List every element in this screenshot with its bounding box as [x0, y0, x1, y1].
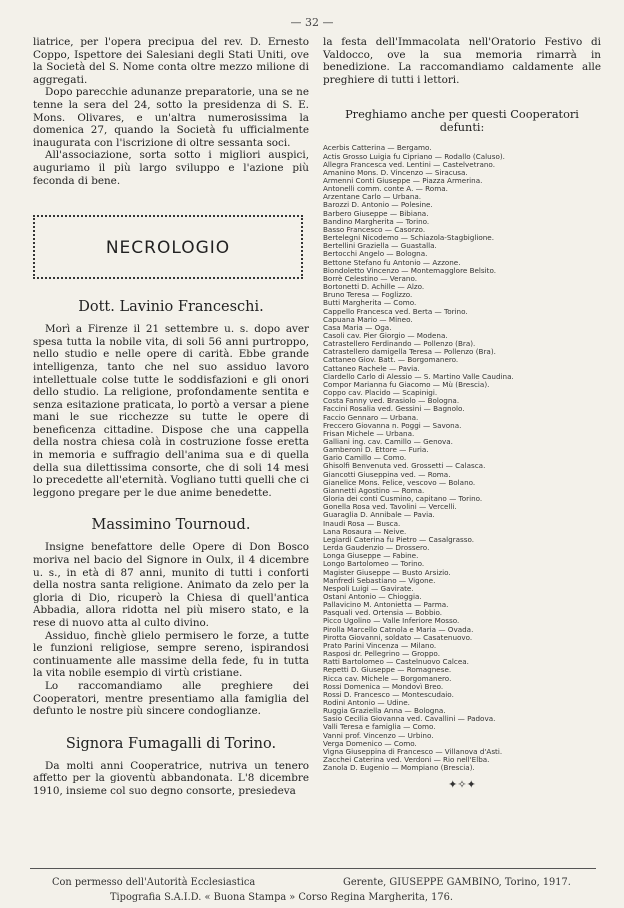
necrologio-box: [33, 215, 303, 279]
list-item: Compor Marianna fu Giacomo — Mù (Brescia).: [323, 380, 490, 389]
list-item: Borrè Celestino — Verano.: [323, 274, 418, 283]
list-item: Biondoletto Vincenzo — Montemagglore Belsito.: [323, 266, 497, 275]
list-item: Legiardi Caterina fu Pietro — Casalgrasso.: [323, 535, 475, 544]
intro-paragraph: liatrice, per l'opera precipua del rev. D. Ernesto Coppo, Ispettore dei Salesiani degli Stati Uniti, ove la Società del S. Nome conta oltre mezzo milione di aggregati.: [33, 36, 309, 86]
list-item: Gloria dei conti Cusmino, capitano — Torino.: [323, 495, 483, 504]
list-item: Guaraglia D. Annibale — Pavia.: [323, 511, 435, 520]
left-column: [33, 36, 309, 798]
list-item: Freccero Giovanna n. Poggi — Savona.: [323, 421, 462, 430]
list-item: Bortonetti D. Achille — Alzo.: [323, 283, 425, 292]
list-item: Basso Francesco — Casorzo.: [323, 225, 426, 234]
list-item: Zacchei Caterina ved. Verdoni — Rio nell'Elba.: [323, 756, 490, 765]
list-item: Inaudi Rosa — Busca.: [323, 519, 401, 528]
cooperators-list: [323, 144, 601, 772]
list-item: Lerda Gaudenzio — Drossero.: [323, 544, 430, 553]
list-item: Ricca cav. Michele — Borgomanero.: [323, 674, 452, 683]
right-column: [323, 36, 601, 791]
footer-permission: Con permesso dell'Autorità Ecclesiastica: [52, 877, 256, 888]
list-item: Vigna Giuseppina di Francesco — Villanova d'Asti.: [323, 747, 503, 756]
list-item: Ghisolfi Benvenuta ved. Grossetti — Calasca.: [323, 462, 486, 471]
list-item: Longo Bartolomeo — Torino.: [323, 560, 425, 569]
list-item: Bettone Stefano fu Antonio — Azzone.: [323, 258, 461, 267]
list-item: Butti Margherita — Como.: [323, 299, 417, 308]
list-item: Frisan Michele — Urbana.: [323, 429, 415, 438]
obituary-paragraph: Lo raccomandiamo alle preghiere dei Cooperatori, mentre presentiamo alla famiglia del defunto le nostre più sincere condoglianze.: [33, 679, 309, 718]
list-item: Ciardello Carlo di Alessio — S. Martino Valle Caudina.: [323, 372, 514, 381]
list-item: Bertocchi Angelo — Bologna.: [323, 250, 428, 259]
list-item: Repetti D. Giuseppe — Romagnese.: [323, 666, 452, 675]
page-number: — 32 —: [290, 16, 334, 29]
list-item: Rossi D. Francesco — Montescudaio.: [323, 690, 454, 699]
list-item: Gianelice Mons. Felice, vescovo — Bolano.: [323, 478, 476, 487]
list-item: Casa Maria — Oga.: [323, 323, 392, 332]
list-item: Ruggia Graziella Anna — Bologna.: [323, 707, 446, 716]
list-item: Pasquali ved. Ortensia — Bobbio.: [323, 609, 443, 618]
ornament-icon: ✦✧✦: [448, 778, 476, 792]
list-item: Faccio Gennaro — Urbana.: [323, 413, 419, 422]
list-item: Manfredi Sebastiano — Vigone.: [323, 576, 436, 585]
list-item: Ratti Bartolomeo — Castelnuovo Calcea.: [323, 658, 469, 667]
list-item: Vanni prof. Vincenzo — Urbino.: [323, 731, 434, 740]
footer-manager: Gerente, GIUSEPPE GAMBINO, Torino, 1917.: [343, 877, 571, 888]
list-item: Armenni Conti Giuseppe — Piazza Armerina.: [323, 177, 483, 185]
list-item: Pallavicino M. Antonietta — Parma.: [323, 601, 449, 610]
list-item: Cappello Francesca ved. Berta — Torino.: [323, 307, 468, 316]
list-item: Faccini Rosalia ved. Gessini — Bagnolo.: [323, 405, 465, 414]
list-item: Cattaneo Giov. Batt. — Borgomanero.: [323, 356, 459, 365]
footer-printer: Tipografia S.A.I.D. « Buona Stampa » Corso Regina Margherita, 176.: [110, 892, 453, 903]
list-item: Costa Fanny ved. Brasiolo — Bologna.: [323, 397, 460, 406]
list-item: Verga Domenico — Como.: [323, 739, 417, 748]
obituary-title: Massimino Tournoud.: [91, 517, 251, 534]
list-item: Magister Giuseppe — Busto Arsizio.: [323, 568, 451, 577]
list-item: Casoli cav. Pier Giorgio — Modena.: [323, 331, 448, 340]
obituary-title: Signora Fumagalli di Torino.: [65, 735, 277, 752]
list-item: Giannetti Agostino — Roma.: [323, 486, 425, 495]
intro-paragraph: All'associazione, sorta sotto i migliori auspici, auguriamo il più largo sviluppo e l'azione più feconda di bene.: [33, 149, 309, 187]
list-item: Allegra Francesca ved. Lentini — Castelvetrano.: [323, 160, 495, 169]
list-item: Cattaneo Rachele — Pavia.: [323, 364, 420, 373]
obituary-paragraph: Insigne benefattore delle Opere di Don Bosco moriva nel bacio del Signore in Oulx, il 4 dicembre u. s., in età di 87 anni, munito di tutti i conforti della nostra santa religione. Animato da zelo per la gloria di Dio, ricuperò la Chiesa di quell'antica Abbadia, allora ridotta nel più misero stato, e la rese di nuovo atta al culto divino.: [33, 541, 309, 629]
list-item: Ostani Antonio — Chioggia.: [323, 592, 422, 601]
list-item: Longa Giuseppe — Fabine.: [323, 552, 419, 561]
list-item: Prato Parini Vincenza — Milano.: [323, 641, 437, 650]
list-item: Nespoli Luigi — Gavirate.: [323, 584, 414, 593]
list-item: Gamberoni D. Ettore — Furia.: [323, 446, 429, 455]
list-item: Coppo cav. Placido — Scapinigi.: [323, 389, 438, 398]
list-item: Valli Teresa e famiglia — Como.: [323, 723, 436, 732]
list-item: Bandino Margherita — Torino.: [323, 217, 430, 226]
list-item: Rasposi dr. Pellegrino — Groppo.: [323, 650, 440, 659]
list-item: Pirotta Giovanni, soldato — Casatenuovo.: [323, 633, 473, 642]
list-item: Giancotti Giuseppina ved. — Roma.: [323, 470, 451, 479]
list-item: Capuana Mario — Mineo.: [323, 315, 413, 324]
list-item: Bertellini Graziella — Guastalla.: [323, 242, 437, 251]
obituary-paragraph: Da molti anni Cooperatrice, nutriva un tenero affetto per la gioventù abbandonata. L'8 dicembre 1910, insieme col suo degno consorte, presiedeva: [33, 759, 309, 797]
necrologio-heading: NECROLOGIO: [105, 238, 231, 259]
list-item: Lana Rosaura — Neive.: [323, 527, 407, 536]
list-item: Catrastellero Ferdinando — Pollenzo (Bra).: [323, 340, 476, 349]
list-item: Gonella Rosa ved. Tavolini — Vercelli.: [323, 503, 457, 512]
list-item: Antonelli comm. conte A. — Roma.: [323, 185, 448, 194]
list-item: Galliani ing. cav. Camillo — Genova.: [323, 438, 453, 446]
intro-paragraph: Dopo parecchie adunanze preparatorie, una se ne tenne la sera del 24, sotto la presidenza di S. E. Mons. Olivares, e un'altra numerosissima la domenica 27, quando la Società fu ufficialmente inaugurata con l'iscrizione di oltre sessanta soci.: [33, 86, 309, 149]
list-item: Barbero Giuseppe — Bibiana.: [323, 209, 429, 218]
list-item: Amanino Mons. D. Vincenzo — Siracusa.: [323, 168, 468, 177]
list-item: Actis Grosso Luigia fu Cipriano — Rodallo (Caluso).: [323, 152, 505, 161]
list-item: Gario Camillo — Como.: [323, 454, 407, 463]
obituary-paragraph: Morì a Firenze il 21 settembre u. s. dopo aver spesa tutta la nobile vita, di soli 56 anni purtroppo, nello studio e nelle opere di carità. Ebbe grande intelligenza, tanto che nel suo assiduo lavoro intellettuale colse tutte le soddisfazioni e gli onori dello studio. La religione, profondamente sentita e senza esitazione praticata, lo portò a versar a piene mani le sue ricchezze su tutte le opere di beneficenza cittadine. Dispose che una cappella della nostra chiesa colà in costruzione fosse eretta in memoria e suffragio dell'anima sua e di quella della sua dilettissima consorte, che di soli 14 mesi lo precedette all'eternità. Vogliano tutti quelli che ci leggono pregare per le due anime benedette.: [33, 323, 309, 499]
list-item: Arzentane Carlo — Urbana.: [323, 193, 422, 202]
list-item: Pirolla Marcello Catnola e Maria — Ovada.: [323, 625, 474, 634]
list-item: Rossi Domenica — Mondovì Breo.: [323, 682, 444, 691]
footer-divider: [30, 868, 596, 869]
list-item: Rodini Antonio — Udine.: [323, 699, 410, 707]
list-item: Acerbis Catterina — Bergamo.: [323, 144, 432, 153]
list-item: Sasio Cecilia Giovanna ved. Cavallini — Padova.: [323, 715, 496, 724]
cooperators-heading: Preghiamo anche per questi Cooperatori defunti:: [345, 108, 579, 135]
obituary-title: Dott. Lavinio Franceschi.: [78, 299, 264, 316]
list-item: Bruno Teresa — Foglizzo.: [323, 291, 413, 300]
right-intro-paragraph: la festa dell'Immacolata nell'Oratorio Festivo di Valdocco, ove la sua memoria rimarrà in benedizione. La raccomandiamo caldamente alle preghiere di tutti i lettori.: [323, 36, 601, 86]
list-item: Barozzi D. Antonio — Polesine.: [323, 201, 433, 210]
list-item: Picco Ugolino — Valle Inferiore Mosso.: [323, 617, 460, 626]
obituary-paragraph: Assiduo, finchè glielo permisero le forze, a tutte le funzioni religiose, sempre sereno, ispirandosi continuamente alle massime della fede, fu in tutta la vita nobile esempio di virtù cristiane.: [33, 629, 309, 680]
list-item: Catrastellero damigella Teresa — Pollenzo (Bra).: [323, 348, 496, 357]
list-item: Zanola D. Eugenio — Mompiano (Brescia).: [323, 764, 475, 773]
list-item: Bertelegni Nicodemo — Schiazola-Stagbiglione.: [323, 234, 494, 243]
